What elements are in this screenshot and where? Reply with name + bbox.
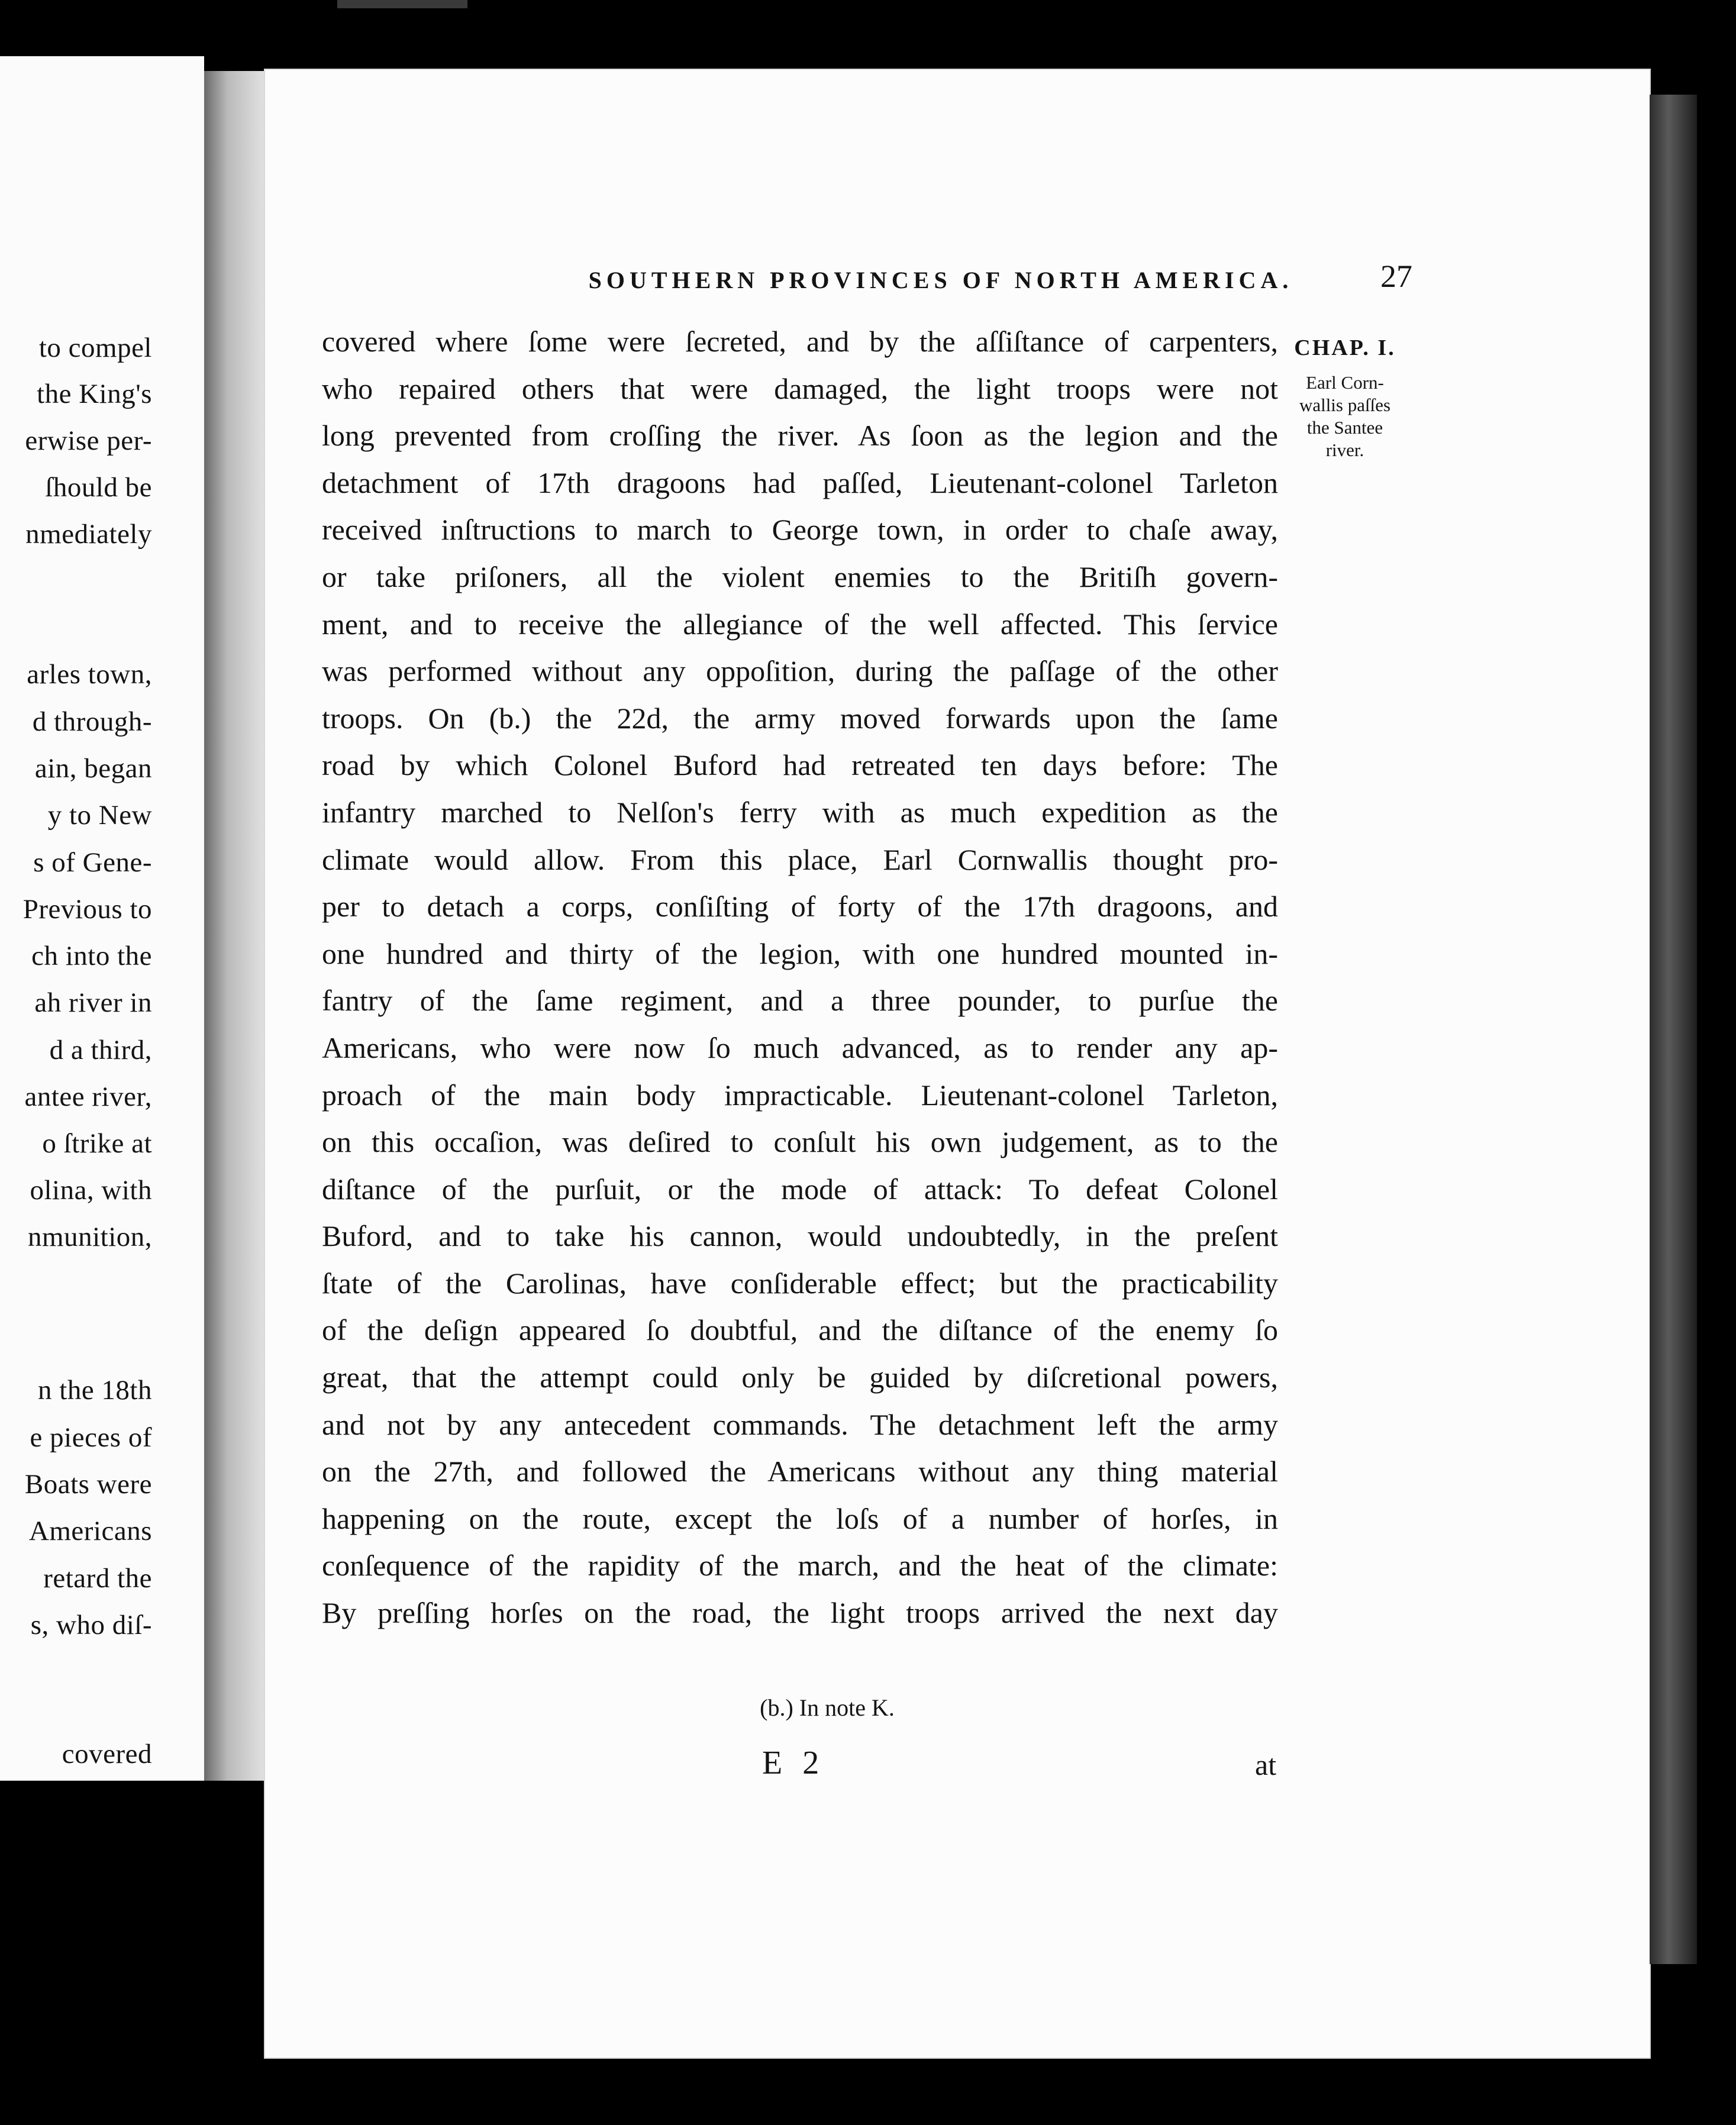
left-text-line: antee river,	[24, 1081, 152, 1112]
margin-note-line: river.	[1325, 440, 1364, 460]
footnote: (b.) In note K.	[760, 1694, 895, 1721]
left-text-line: the King's	[37, 379, 152, 409]
left-text-line: to compel	[38, 332, 152, 363]
text-line: received inſtructions to march to George town, in order to chaſe away,	[322, 513, 1278, 547]
text-line: ſtate of the Carolinas, have conſiderable effect; but the practicability	[322, 1266, 1278, 1300]
left-text-line: nmediately	[25, 519, 152, 550]
text-line: By preſſing horſes on the road, the light troops arrived the next day	[322, 1596, 1278, 1630]
text-line: Buford, and to take his cannon, would undoubtedly, in the preſent	[322, 1219, 1278, 1253]
chapter-label: CHAP. I.	[1294, 335, 1396, 360]
right-page	[265, 70, 1650, 2058]
text-line: per to detach a corps, conſiſting of forty of the 17th dragoons, and	[322, 890, 1278, 923]
left-text-line: o ſtrike at	[42, 1128, 152, 1159]
text-line: fantry of the ſame regiment, and a three pounder, to purſue the	[322, 984, 1278, 1018]
margin-note-line: Earl Corn-	[1306, 372, 1384, 393]
text-line: of the deſign appeared ſo doubtful, and the diſtance of the enemy ſo	[322, 1313, 1278, 1347]
left-text-line: nmunition,	[28, 1222, 152, 1252]
body-text	[322, 318, 1278, 1637]
page-edge	[1650, 95, 1697, 1964]
binding-mark	[337, 0, 467, 8]
left-text-line: ah river in	[34, 987, 152, 1018]
margin-note-line: wallis paſſes	[1299, 395, 1391, 415]
left-text-line: arles town,	[27, 659, 152, 690]
text-line: great, that the attempt could only be guided by diſcretional powers,	[322, 1361, 1278, 1394]
page-number: 27	[1380, 259, 1412, 294]
left-text-line: n the 18th	[38, 1375, 152, 1406]
left-text-line: e pieces of	[30, 1422, 152, 1453]
left-text-line: erwise per-	[25, 425, 152, 456]
text-line: or take priſoners, all the violent enemies to the Britiſh govern-	[322, 560, 1278, 593]
text-line: climate would allow. From this place, Earl Cornwallis thought pro-	[322, 842, 1278, 876]
left-text-line: s of Gene-	[33, 847, 152, 878]
text-line: and not by any antecedent commands. The detachment left the army	[322, 1407, 1278, 1441]
text-line: was performed without any oppoſition, during the paſſage of the other	[322, 654, 1278, 688]
left-text-line: ſhould be	[45, 472, 152, 503]
left-text-line: Boats were	[24, 1469, 152, 1500]
text-line: happening on the route, except the loſs of a number of horſes, in	[322, 1501, 1278, 1535]
text-line: covered where ſome were ſecreted, and by the aſſiſtance of carpenters,	[322, 325, 1278, 358]
left-page-catchword: covered	[62, 1739, 152, 1769]
left-text-line: ain, began	[34, 753, 152, 784]
text-line: troops. On (b.) the 22d, the army moved forwards upon the ſame	[322, 701, 1278, 735]
signature-mark: E 2	[762, 1745, 825, 1781]
text-line: on the 27th, and followed the Americans without any thing material	[322, 1455, 1278, 1488]
text-line: one hundred and thirty of the legion, with one hundred mounted in-	[322, 936, 1278, 970]
text-line: ment, and to receive the allegiance of the well affected. This ſervice	[322, 607, 1278, 641]
text-line: infantry marched to Nelſon's ferry with as much expedition as the	[322, 795, 1278, 829]
left-text-line: ch into the	[31, 941, 152, 971]
catchword: at	[1255, 1748, 1277, 1781]
text-line: who repaired others that were damaged, the light troops were not	[322, 372, 1278, 405]
text-line: conſequence of the rapidity of the march, and the heat of the climate:	[322, 1549, 1278, 1583]
left-text-line: d through-	[32, 706, 152, 737]
margin-note-line: the Santee	[1306, 417, 1383, 438]
left-text-line: s, who diſ-	[30, 1610, 152, 1640]
left-text-line: Previous to	[22, 894, 152, 925]
margin-note	[1277, 324, 1413, 461]
text-line: Americans, who were now ſo much advanced, as to render any ap-	[322, 1031, 1278, 1064]
left-text-line: Americans	[28, 1516, 152, 1546]
left-text-line: retard the	[43, 1563, 152, 1594]
left-text-line: olina, with	[30, 1175, 152, 1206]
left-text-line: y to New	[47, 800, 152, 831]
text-line: on this occaſion, was deſired to conſult his own judgement, as to the	[322, 1125, 1278, 1159]
text-line: proach of the main body impracticable. Lieutenant-colonel Tarleton,	[322, 1078, 1278, 1112]
text-line: detachment of 17th dragoons had paſſed, Lieutenant-colonel Tarleton	[322, 466, 1278, 499]
left-text-line: d a third,	[49, 1035, 152, 1065]
text-line: long prevented from croſſing the river. As ſoon as the legion and the	[322, 419, 1278, 453]
text-line: road by which Colonel Buford had retreated ten days before: The	[322, 748, 1278, 782]
text-line: diſtance of the purſuit, or the mode of attack: To defeat Colonel	[322, 1172, 1278, 1206]
left-facing-page	[0, 56, 204, 1781]
running-head: SOUTHERN PROVINCES OF NORTH AMERICA.	[588, 267, 1293, 293]
